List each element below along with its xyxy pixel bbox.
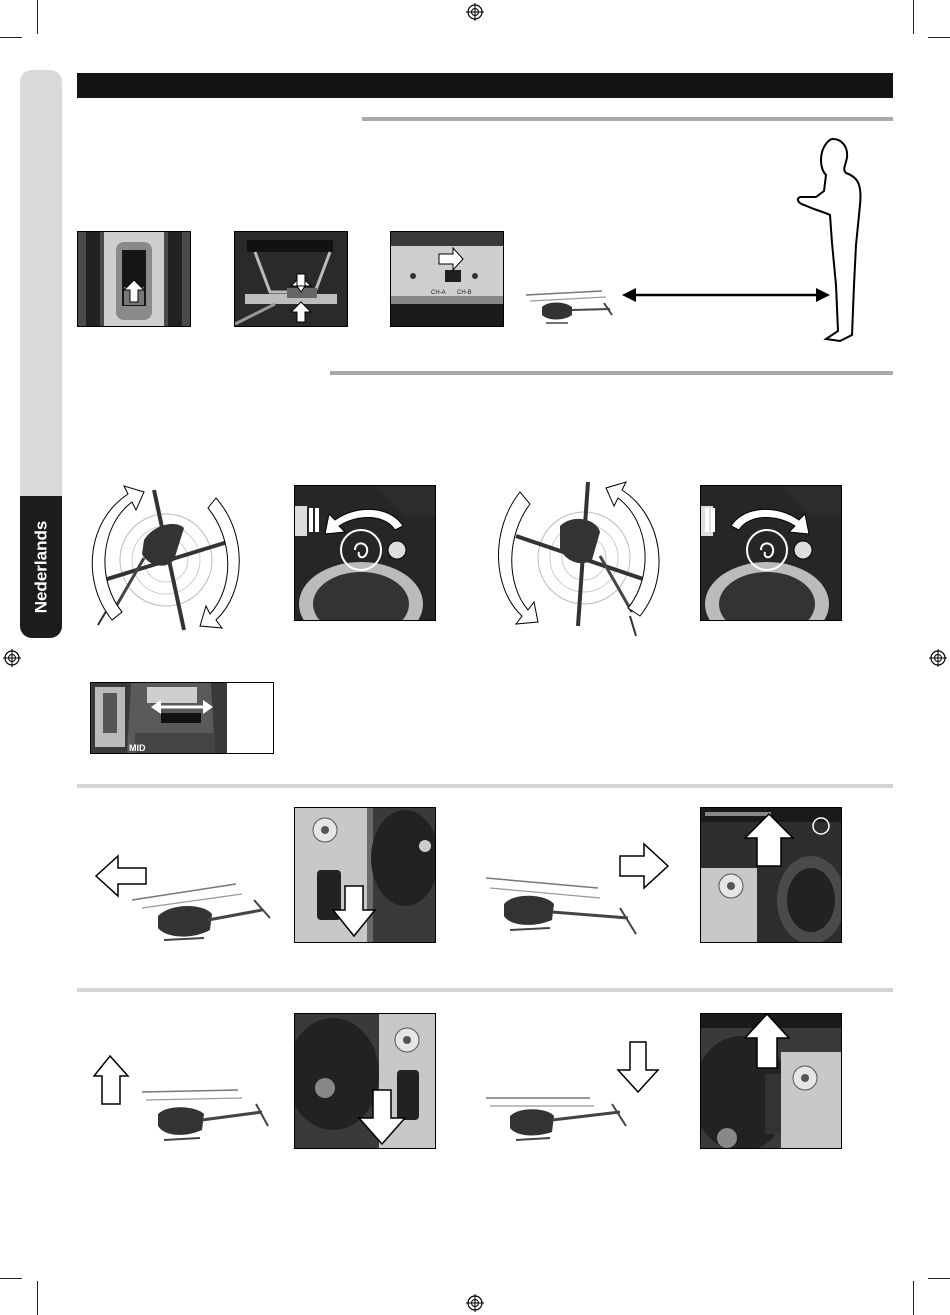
crop-mark-top-right-v <box>913 0 914 34</box>
language-tab-label-wrap <box>20 496 62 638</box>
section-rule-2 <box>330 371 893 375</box>
arrow-right-icon <box>620 844 668 888</box>
left-stick-photo <box>294 807 436 943</box>
arrow-left-icon <box>96 856 146 896</box>
helicopter-icon <box>526 291 612 323</box>
section-rule-1 <box>362 117 893 121</box>
crop-mark-bottom-left-v <box>37 1281 38 1315</box>
crop-mark-bottom-right-h <box>928 1278 950 1279</box>
switch-up-photo <box>77 231 191 327</box>
registration-mark-icon <box>466 1294 484 1312</box>
arrow-down-icon <box>618 1042 658 1092</box>
rotate-right-illustration <box>496 476 666 640</box>
distance-illustration <box>520 135 890 345</box>
throttle-down-photo <box>294 1013 436 1149</box>
crop-mark-bottom-right-v <box>913 1281 914 1315</box>
language-tab-label: Nederlands <box>31 520 50 614</box>
crop-mark-top-right-h <box>928 37 950 38</box>
move-left-illustration <box>92 848 288 956</box>
section-rule-3 <box>77 784 893 788</box>
trim-mid-label: MID <box>129 743 146 753</box>
channel-b-label: CH-B <box>457 290 472 296</box>
registration-mark-icon <box>466 3 484 21</box>
section-rule-4 <box>77 988 893 992</box>
arrow-rotate-icon <box>606 482 659 616</box>
arrow-up-icon <box>94 1056 128 1104</box>
crop-mark-top-left-v <box>37 0 38 34</box>
move-right-illustration <box>480 838 676 956</box>
registration-mark-icon <box>3 649 21 667</box>
arrow-rotate-icon <box>200 498 239 628</box>
header-bar <box>77 73 893 98</box>
rotate-left-illustration <box>84 480 254 640</box>
channel-switch-photo <box>390 231 504 327</box>
move-up-illustration <box>92 1052 288 1152</box>
crop-mark-bottom-left-h <box>0 1278 22 1279</box>
trim-knob-photo <box>90 682 274 754</box>
crop-mark-top-left-h <box>0 37 22 38</box>
right-stick-forward-photo <box>700 807 842 943</box>
registration-mark-icon <box>929 649 947 667</box>
arrow-rotate-icon <box>498 492 538 624</box>
rotate-right-stick-photo <box>700 485 842 621</box>
double-arrow-icon <box>622 288 830 302</box>
connector-photo <box>234 231 348 327</box>
throttle-up-photo <box>700 1013 842 1149</box>
rotate-left-stick-photo <box>294 485 436 621</box>
channel-a-label: CH-A <box>431 290 446 296</box>
move-down-illustration <box>480 1040 676 1152</box>
person-silhouette-icon <box>798 139 861 341</box>
